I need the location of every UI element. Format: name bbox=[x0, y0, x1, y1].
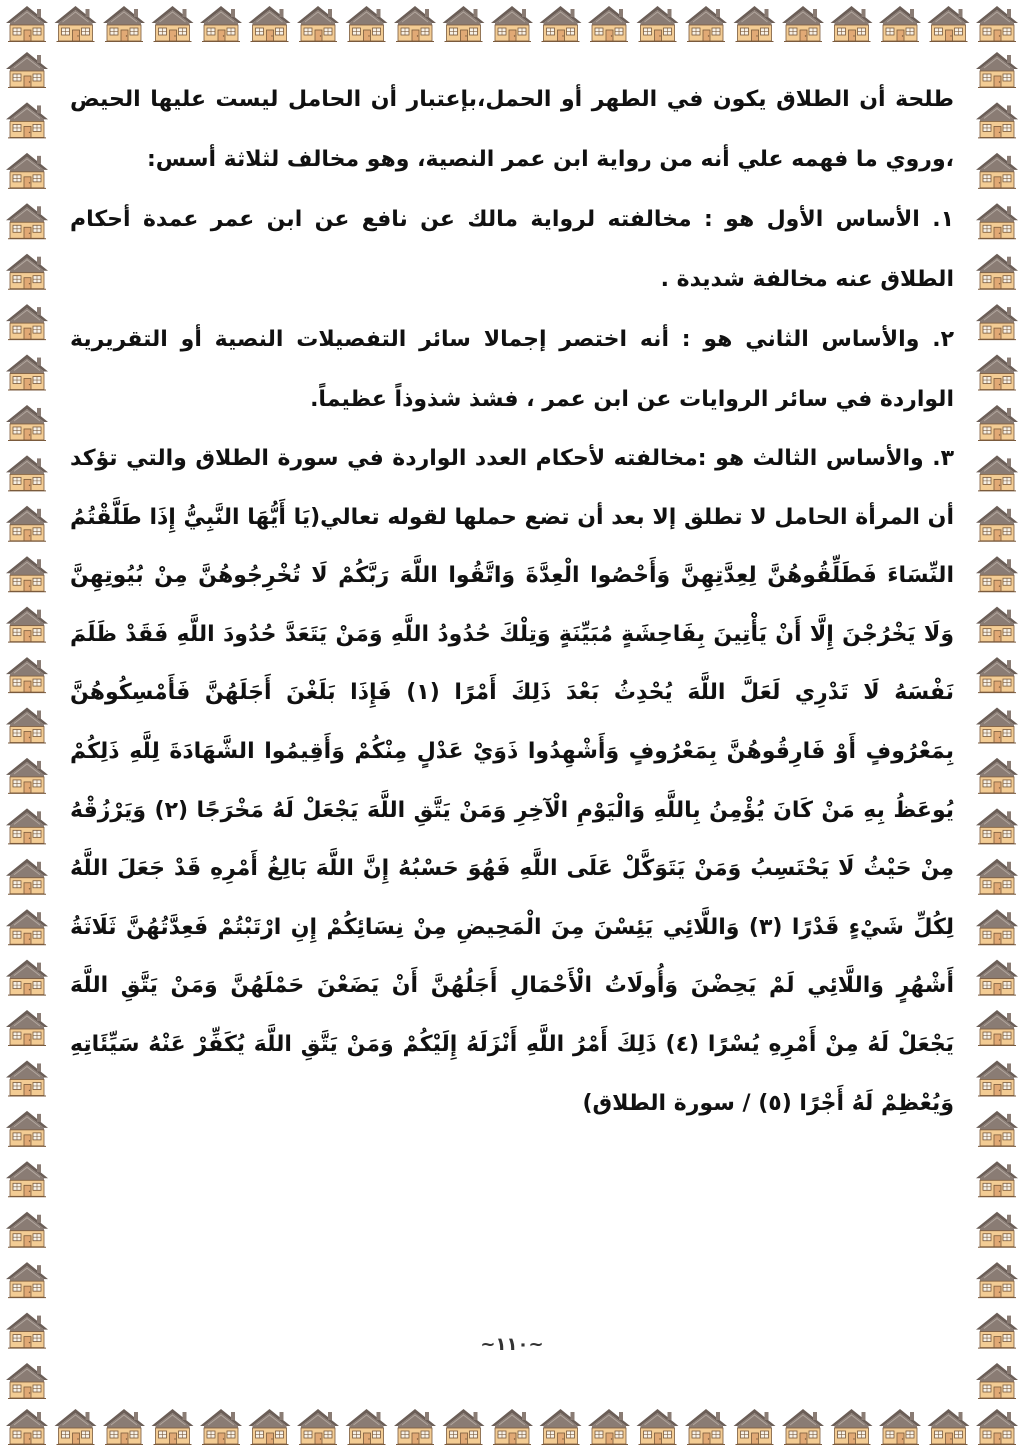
house-icon bbox=[249, 1409, 291, 1445]
house-icon bbox=[976, 405, 1018, 441]
house-icon bbox=[879, 1409, 921, 1445]
house-icon bbox=[976, 808, 1018, 844]
house-icon bbox=[540, 6, 582, 42]
house-icon bbox=[394, 1409, 436, 1445]
house-icon bbox=[976, 6, 1018, 42]
house-icon bbox=[6, 1363, 48, 1399]
house-icon bbox=[879, 6, 921, 42]
surah-citation: / سورة الطلاق) bbox=[582, 1090, 759, 1116]
house-icon bbox=[976, 254, 1018, 290]
house-icon bbox=[976, 657, 1018, 693]
house-icon bbox=[976, 153, 1018, 189]
house-icon bbox=[540, 1409, 582, 1445]
house-icon bbox=[394, 6, 436, 42]
house-icon bbox=[6, 52, 48, 88]
house-icon bbox=[782, 1409, 824, 1445]
house-icon bbox=[200, 6, 242, 42]
house-icon bbox=[152, 6, 194, 42]
house-icon bbox=[976, 1161, 1018, 1197]
house-icon bbox=[976, 1010, 1018, 1046]
house-icon bbox=[6, 708, 48, 744]
house-icon bbox=[637, 1409, 679, 1445]
house-icon bbox=[782, 6, 824, 42]
house-icon bbox=[588, 6, 630, 42]
house-icon bbox=[831, 6, 873, 42]
house-icon bbox=[6, 1161, 48, 1197]
house-icon bbox=[976, 1060, 1018, 1096]
house-icon bbox=[928, 1409, 970, 1445]
house-icon bbox=[6, 1212, 48, 1248]
house-icon bbox=[6, 506, 48, 542]
house-icon bbox=[6, 556, 48, 592]
house-icon bbox=[6, 405, 48, 441]
house-icon bbox=[6, 960, 48, 996]
house-icon bbox=[976, 758, 1018, 794]
house-icon bbox=[491, 6, 533, 42]
point-three bbox=[70, 430, 954, 1133]
quran-verse: يَا أَيُّهَا النَّبِيُّ إِذَا طَلَّقْتُمُ النِّسَاءَ فَطَلِّقُوهُنَّ لِعِدَّتِهِنَّ وَأَحْصُوا الْعِدَّةَ وَاتَّقُوا اللَّهَ رَبَّكُمْ لَا تُخْرِجُوهُنَّ مِنْ بُيُوتِهِنَّ وَلَا يَخْرُجْنَ إِلَّا أَنْ يَأْتِينَ بِفَاحِشَةٍ مُبَيِّنَةٍ وَتِلْكَ حُدُودُ اللَّهِ وَمَنْ يَتَعَدَّ حُدُودَ اللَّهِ فَقَدْ ظَلَمَ نَفْسَهُ لَا تَدْرِي لَعَلَّ اللَّهَ يُحْدِثُ بَعْدَ ذَلِكَ أَمْرًا (١) فَإِذَا بَلَغْنَ أَجَلَهُنَّ فَأَمْسِكُوهُنَّ بِمَعْرُوفٍ أَوْ فَارِقُوهُنَّ بِمَعْرُوفٍ وَأَشْهِدُوا ذَوَيْ عَدْلٍ مِنْكُمْ وَأَقِيمُوا الشَّهَادَةَ لِلَّهِ ذَلِكُمْ يُوعَظُ بِهِ مَنْ كَانَ يُؤْمِنُ بِاللَّهِ وَالْيَوْمِ الْآخِرِ وَمَنْ يَتَّقِ اللَّهَ يَجْعَلْ لَهُ مَخْرَجًا (٢) وَيَرْزُقْهُ مِنْ حَيْثُ لَا يَحْتَسِبُ وَمَنْ يَتَوَكَّلْ عَلَى اللَّهِ فَهُوَ حَسْبُهُ إِنَّ اللَّهَ بَالِغُ أَمْرِهِ قَدْ جَعَلَ اللَّهُ لِكُلِّ شَيْءٍ قَدْرًا (٣) وَاللَّائِي يَئِسْنَ مِنَ الْمَحِيضِ مِنْ نِسَائِكُمْ إِنِ ارْتَبْتُمْ فَعِدَّتُهُنَّ ثَلَاثَةُ أَشْهُرٍ وَاللَّائِي لَمْ يَحِضْنَ وَأُولَاتُ الْأَحْمَالِ أَجَلُهُنَّ أَنْ يَضَعْنَ حَمْلَهُنَّ وَمَنْ يَتَّقِ اللَّهَ يَجْعَلْ لَهُ مِنْ أَمْرِهِ يُسْرًا (٤) ذَلِكَ أَمْرُ اللَّهِ أَنْزَلَهُ إِلَيْكُمْ وَمَنْ يَتَّقِ اللَّهَ يُكَفِّرْ عَنْهُ سَيِّئَاتِهِ وَيُعْظِمْ لَهُ أَجْرًا (٥) bbox=[70, 504, 955, 1116]
house-icon bbox=[976, 455, 1018, 491]
house-icon bbox=[55, 6, 97, 42]
point-one: ١. الأساس الأول هو : مخالفته لرواية مالك عن نافع عن ابن عمر عمدة أحكام الطلاق عنه مخالفة شديدة . bbox=[70, 207, 954, 292]
house-icon bbox=[297, 1409, 339, 1445]
page-number: ~١١٠~ bbox=[480, 1334, 544, 1355]
house-icon bbox=[976, 506, 1018, 542]
house-icon bbox=[976, 909, 1018, 945]
house-icon bbox=[6, 1262, 48, 1298]
house-icon bbox=[6, 859, 48, 895]
house-icon bbox=[297, 6, 339, 42]
house-icon bbox=[734, 1409, 776, 1445]
house-icon bbox=[6, 1010, 48, 1046]
house-icon bbox=[6, 6, 48, 42]
house-icon bbox=[6, 203, 48, 239]
house-icon bbox=[976, 1409, 1018, 1445]
house-icon bbox=[6, 1409, 48, 1445]
house-icon bbox=[6, 153, 48, 189]
house-icon bbox=[55, 1409, 97, 1445]
house-icon bbox=[6, 607, 48, 643]
house-icon bbox=[200, 1409, 242, 1445]
house-icon bbox=[346, 6, 388, 42]
house-icon bbox=[976, 1363, 1018, 1399]
house-icon bbox=[6, 808, 48, 844]
house-icon bbox=[685, 6, 727, 42]
house-icon bbox=[976, 52, 1018, 88]
house-icon bbox=[976, 304, 1018, 340]
house-icon bbox=[6, 1111, 48, 1147]
house-icon bbox=[6, 758, 48, 794]
house-icon bbox=[976, 556, 1018, 592]
house-icon bbox=[976, 859, 1018, 895]
house-icon bbox=[6, 355, 48, 391]
house-icon bbox=[976, 102, 1018, 138]
house-icon bbox=[443, 6, 485, 42]
house-icon bbox=[976, 1212, 1018, 1248]
house-icon bbox=[976, 1262, 1018, 1298]
house-icon bbox=[6, 254, 48, 290]
house-icon bbox=[6, 304, 48, 340]
house-icon bbox=[734, 6, 776, 42]
house-icon bbox=[346, 1409, 388, 1445]
house-icon bbox=[976, 708, 1018, 744]
house-icon bbox=[103, 1409, 145, 1445]
point-three-text: ٣. والأساس الثالث هو :مخالفته لأحكام العدد الواردة في سورة الطلاق والتي تؤكد أن المرأة الحامل لا تطلق إلا بعد أن تضع حملها لقوله تعالي( bbox=[70, 446, 954, 530]
house-icon bbox=[6, 1060, 48, 1096]
house-icon bbox=[103, 6, 145, 42]
house-icon bbox=[152, 1409, 194, 1445]
house-icon bbox=[831, 1409, 873, 1445]
house-icon bbox=[928, 6, 970, 42]
house-icon bbox=[588, 1409, 630, 1445]
house-icon bbox=[6, 657, 48, 693]
point-two: ٢. والأساس الثاني هو : أنه اختصر إجمالا سائر التفصيلات النصية أو التقريرية الواردة في سائر الروايات عن ابن عمر ، فشذ شذوذاً عظيماً. bbox=[70, 327, 954, 412]
house-icon bbox=[976, 355, 1018, 391]
house-icon bbox=[685, 1409, 727, 1445]
document-body bbox=[70, 70, 954, 1370]
house-icon bbox=[6, 909, 48, 945]
intro-paragraph: طلحة أن الطلاق يكون في الطهر أو الحمل،بإعتبار أن الحامل ليست عليها الحيض ،وروي ما فهمه علي أنه من رواية ابن عمر النصية، وهو مخالف لثلاثة أسس: bbox=[70, 87, 954, 172]
house-icon bbox=[976, 607, 1018, 643]
house-icon bbox=[637, 6, 679, 42]
house-icon bbox=[6, 455, 48, 491]
house-icon bbox=[491, 1409, 533, 1445]
house-icon bbox=[976, 960, 1018, 996]
house-icon bbox=[976, 1111, 1018, 1147]
house-icon bbox=[249, 6, 291, 42]
house-icon bbox=[6, 102, 48, 138]
house-icon bbox=[976, 203, 1018, 239]
house-icon bbox=[443, 1409, 485, 1445]
